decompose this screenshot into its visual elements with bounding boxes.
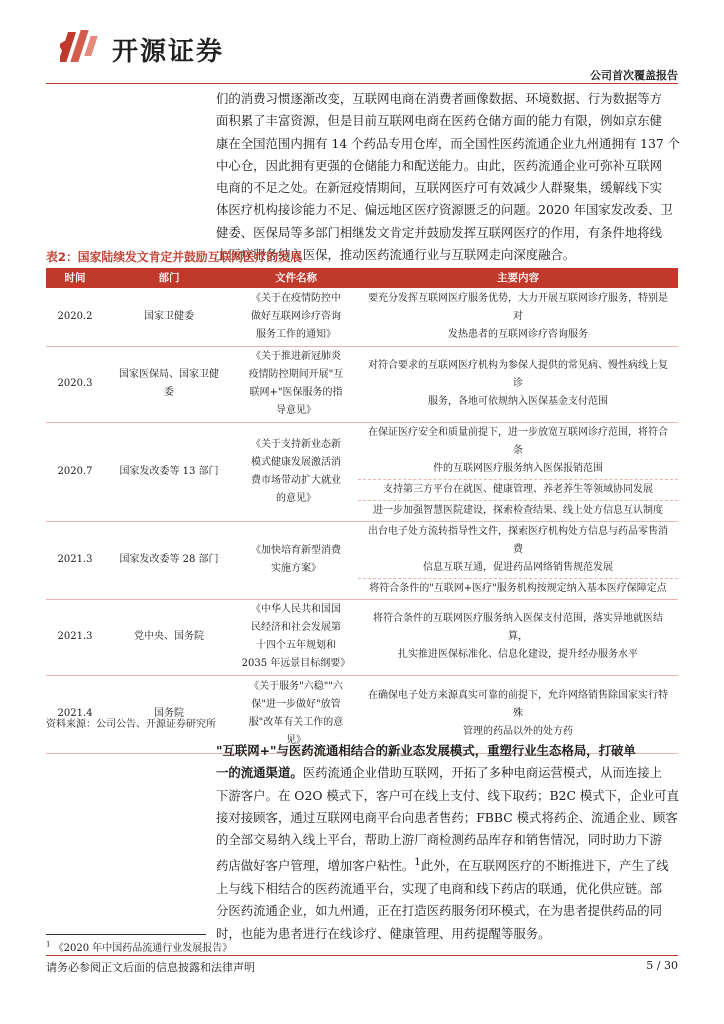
body-line: 上与线下相结合的医药流通平台，实现了电商和线下药店的联通，优化供应链。部	[216, 880, 663, 896]
intro-line: 电商的不足之处。在新冠疫情期间，互联网医疗可有效减少人群聚集，缓解线下实	[216, 180, 663, 196]
table-header-row	[46, 268, 678, 288]
footer-rule	[46, 955, 678, 956]
cell-dept: 国务院	[104, 675, 234, 753]
cell-time: 2020.3	[46, 346, 104, 422]
cell-dept: 国家医保局、国家卫健 委	[104, 346, 234, 422]
cell-doc: 《关于推进新冠肺炎 疫情防控期间开展"互 联网+"医保服务的指 导意见》	[234, 346, 358, 422]
cell-time: 2020.2	[46, 288, 104, 346]
cell-content: 将符合条件的互联网医疗服务纳入医保支付范围，落实异地就医结算， 扎实推进医保标准化、信息化建设，提升经办服务水平	[358, 599, 678, 675]
intro-line: 健委、医保局等多部门相继发文肯定并鼓励发挥互联网医疗的作用，有条件地将线	[216, 224, 663, 240]
header-doc: 文件名称	[234, 268, 358, 288]
footnote-ref[interactable]: 1	[414, 856, 421, 869]
intro-line: 们的消费习惯逐渐改变，互联网电商在消费者画像数据、环境数据、行为数据等方	[216, 91, 663, 106]
body-line: 药店做好客户管理，增加客户粘性。	[216, 858, 415, 874]
lead-strong: 一的流通渠道。	[216, 765, 303, 781]
header-dept: 部门	[104, 268, 234, 288]
body-line: 下游客户。在 O2O 模式下，客户可在线上支付、线下取药；B2C 模式下，企业可直	[216, 787, 679, 803]
body-line: 时，也能为患者进行在线诊疗、健康管理、用药提醒等服务。	[216, 925, 551, 941]
report-type-label: 公司首次覆盖报告	[590, 69, 678, 82]
cell-dept: 国家卫健委	[104, 288, 234, 346]
cell-time: 2020.7	[46, 422, 104, 521]
cell-time: 2021.3	[46, 599, 104, 675]
footnote-rule	[46, 934, 206, 935]
table-title: 表2：国家陆续发文肯定并鼓励互联网医疗的发展	[46, 250, 302, 264]
intro-line: 上医疗服务纳入医保，推动医药流通行业与互联网走向深度融合。	[216, 247, 576, 263]
intro-line: 康在全国范围内拥有 14 个药品专用仓库，而全国性医药流通企业九州通拥有 137 个	[216, 135, 681, 151]
body-line: 分医药流通企业，如九州通，正在打造医药服务闭环模式，在为患者提供药品的同	[216, 903, 663, 919]
intro-line: 面积累了丰富资源，但是目前互联网电商在医药仓储方面的能力有限，例如京东健	[216, 113, 663, 129]
intro-paragraph	[216, 88, 682, 266]
cell-doc: 《关于服务"六稳""六 保"进一步做好"放管 服"改革有关工作的意 见》	[234, 675, 358, 753]
intro-line: 体医疗机构接诊能力不足、偏远地区医疗资源匮乏的问题。2020 年国家发改委、卫	[216, 202, 673, 218]
header-time: 时间	[46, 268, 104, 288]
cell-content: 对符合要求的互联网医疗机构为参保人提供的常见病、慢性病线上复诊 服务，各地可依规纳入医保基金支付范围	[358, 346, 678, 422]
cell-content: 要充分发挥互联网医疗服务优势，大力开展互联网诊疗服务，特别是对 发热患者的互联网诊疗咨询服务	[358, 288, 678, 346]
footnote	[46, 939, 232, 954]
table-row	[46, 288, 678, 346]
table-row	[46, 521, 678, 599]
lead-strong: "互联网+"与医药流通相结合的新业态发展模式，重塑行业生态格局，打破单	[216, 743, 636, 758]
cell-time: 2021.4	[46, 675, 104, 753]
body-paragraph	[216, 740, 682, 945]
cell-time: 2021.3	[46, 521, 104, 599]
cell-content: 在确保电子处方来源真实可靠的前提下，允许网络销售除国家实行特殊 管理的药品以外的处方药	[358, 675, 678, 753]
cell-doc: 《中华人民共和国国 民经济和社会发展第 十四个五年规划和 2035 年远景目标纲要》	[234, 599, 358, 675]
cell-doc: 《关于支持新业态新 模式健康发展激活消 费市场带动扩大就业 的意见》	[234, 422, 358, 521]
body-line: 接对接顾客，通过互联网电商平台向患者售药；FBBC 模式将药企、流通企业、顾客	[216, 809, 678, 825]
table-row	[46, 346, 678, 422]
brand-name: 开源证券	[112, 37, 225, 67]
intro-line: 中心仓，因此拥有更强的仓储能力和配送能力。由此，医药流通企业可弥补互联网	[216, 157, 663, 173]
header-rule	[46, 83, 678, 84]
cell-doc: 《加快培育新型消费 实施方案》	[234, 521, 358, 599]
cell-dept: 国家发改委等 13 部门	[104, 422, 234, 521]
page-number: 5 / 30	[646, 959, 678, 972]
table-row	[46, 422, 678, 521]
cell-dept: 国家发改委等 28 部门	[104, 521, 234, 599]
cell-content: 出台电子处方流转指导性文件，探索医疗机构处方信息与药品零售消费 信息互联互通，促进药品网络销售规范发展 将符合条件的"互联网+医疗"服务机构按规定纳入基本医疗保障定点	[358, 521, 678, 599]
table-row	[46, 599, 678, 675]
source-note: 资料来源：公司公告、开源证券研究所	[46, 719, 216, 730]
body-line: 医药流通企业借助互联网，开拓了多种电商运营模式，从而连接上	[302, 765, 663, 781]
footnote-text: 《2020 年中国药品流通行业发展报告》	[53, 943, 233, 954]
cell-content: 在保证医疗安全和质量前提下，进一步放宽互联网诊疗范围，将符合条 件的互联网医疗服务纳入医保报销范围 支持第三方平台在就医、健康管理、养老养生等领域协同发展 进一步加强智慧医院建设，探索检查结果、线上处方信息互认制度	[358, 422, 678, 521]
footnote-mark: 1	[46, 940, 51, 949]
cell-dept: 党中央、国务院	[104, 599, 234, 675]
cell-doc: 《关于在疫情防控中 做好互联网诊疗咨询 服务工作的通知》	[234, 288, 358, 346]
body-line: 此外，在互联网医疗的不断推进下，产生了线	[420, 858, 669, 874]
body-line: 的全部交易纳入线上平台，帮助上游厂商检测药品库存和销售情况，同时助力下游	[216, 832, 663, 848]
header-content: 主要内容	[358, 268, 678, 288]
footer-disclaimer: 请务必参阅正文后面的信息披露和法律声明	[46, 961, 255, 974]
policy-table	[46, 268, 678, 754]
